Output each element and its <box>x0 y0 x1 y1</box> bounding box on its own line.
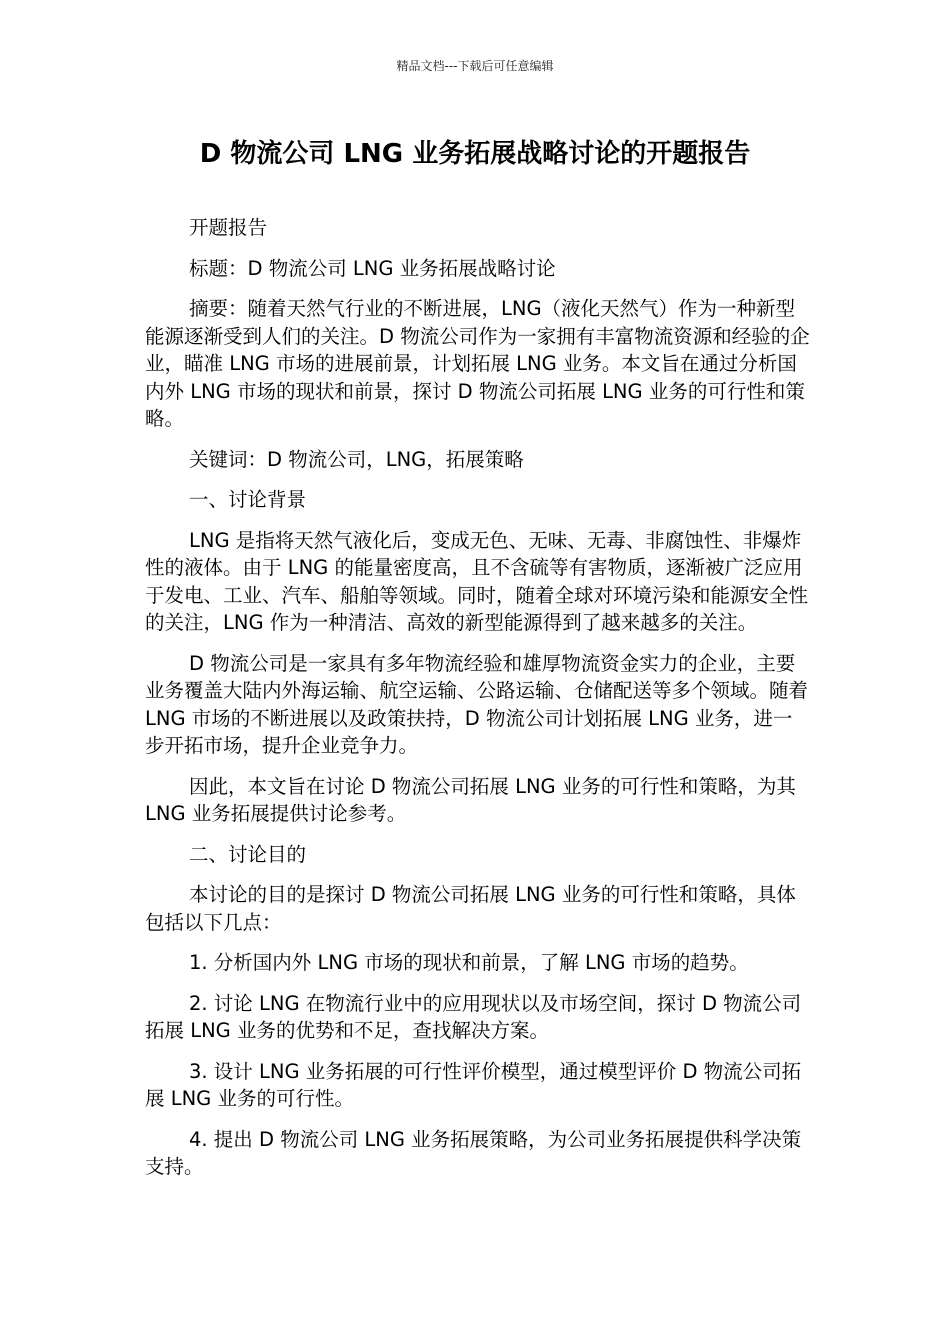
list-item-purpose-3: 3. 设计 LNG 业务拓展的可行性评价模型，通过模型评价 D 物流公司拓展 LNG 业务的可行性。 <box>145 1059 802 1110</box>
section-heading-purpose: 二、讨论目的 <box>189 842 307 866</box>
list-item-purpose-1: 1. 分析国内外 LNG 市场的现状和前景，了解 LNG 市场的趋势。 <box>189 951 749 974</box>
list-item-purpose-2: 2. 讨论 LNG 在物流行业中的应用现状以及市场空间，探讨 D 物流公司拓展 LNG 业务的优势和不足，查找解决方案。 <box>145 991 802 1042</box>
page-header: 精品文档---下载后可任意编辑 <box>396 59 554 73</box>
paragraph-subject: 标题：D 物流公司 LNG 业务拓展战略讨论 <box>189 256 556 280</box>
paragraph-background-1: LNG 是指将天然气液化后，变成无色、无味、无毒、非腐蚀性、非爆炸性的液体。由于 LNG 的能量密度高，且不含硫等有害物质，逐渐被广泛应用于发电、工业、汽车、船舶等领域。同时，随着全球对环境污染和能源安全性的关注，LNG 作为一种清洁、高效的新型能源得到了越来越多的关注。 <box>145 528 809 634</box>
document-body <box>145 214 810 1194</box>
paragraph-background-3: 因此，本文旨在讨论 D 物流公司拓展 LNG 业务的可行性和策略，为其 LNG 业务拓展提供讨论参考。 <box>145 774 796 825</box>
paragraph-background-2: D 物流公司是一家具有多年物流经验和雄厚物流资金实力的企业，主要业务覆盖大陆内外海运输、航空运输、公路运输、仓储配送等多个领域。随着 LNG 市场的不断进展以及政策扶持，D 物流公司计划拓展 LNG 业务，进一步开拓市场，提升企业竞争力。 <box>145 651 809 757</box>
paragraph-keywords: 关键词：D 物流公司，LNG，拓展策略 <box>189 447 524 471</box>
paragraph-purpose-intro: 本讨论的目的是探讨 D 物流公司拓展 LNG 业务的可行性和策略，具体包括以下几点： <box>145 883 796 934</box>
paragraph-report-label: 开题报告 <box>189 216 268 239</box>
paragraph-abstract: 摘要：随着天然气行业的不断进展，LNG（液化天然气）作为一种新型能源逐渐受到人们的关注。D 物流公司作为一家拥有丰富物流资源和经验的企业，瞄准 LNG 市场的进展前景，计划拓展 LNG 业务。本文旨在通过分析国内外 LNG 市场的现状和前景，探讨 D 物流公司拓展 LNG 业务的可行性和策略。 <box>145 297 810 430</box>
section-heading-background: 一、讨论背景 <box>189 488 307 511</box>
list-item-purpose-4: 4. 提出 D 物流公司 LNG 业务拓展策略，为公司业务拓展提供科学决策支持。 <box>145 1127 802 1178</box>
document-title: D 物流公司 LNG 业务拓展战略讨论的开题报告 <box>199 139 751 169</box>
